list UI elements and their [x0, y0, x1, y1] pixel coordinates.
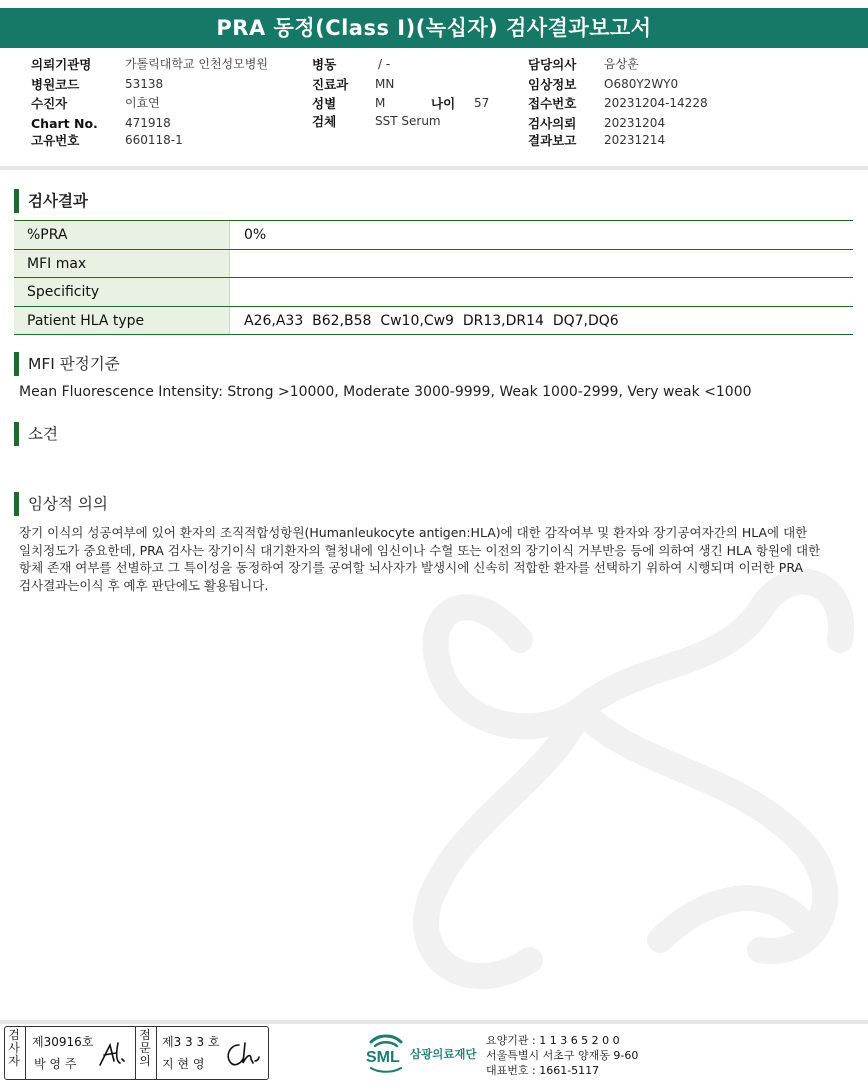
result-report-date-label: 결과보고	[528, 133, 577, 148]
specificity-value	[230, 278, 853, 306]
organization-code: 요양기관 : 1 1 3 6 5 2 0 0	[486, 1034, 620, 1047]
section-title-clinical-significance: 임상적 의의	[14, 492, 108, 516]
requesting-institution-value: 가톨릭대학교 인천성모병원	[125, 57, 268, 71]
organization-name: 삼광의료재단	[410, 1047, 477, 1061]
results-table	[14, 220, 853, 335]
reviewer-vertical-label	[136, 1027, 154, 1079]
table-row	[14, 307, 853, 336]
section-title-opinion: 소견	[14, 422, 58, 446]
clinical-info-label: 임상정보	[528, 77, 577, 92]
organization-address: 서울특별시 서초구 양재동 9-60	[486, 1049, 639, 1062]
table-row	[14, 278, 853, 307]
pra-percent-label: %PRA	[14, 221, 230, 249]
patient-hla-type-value: A26,A33 B62,B58 Cw10,Cw9 DR13,DR14 DQ7,DQ6	[244, 312, 619, 329]
sex-value: M	[375, 96, 386, 110]
divider	[25, 1027, 26, 1079]
examiner-signature-icon	[98, 1039, 134, 1069]
examiner-label: 검사자	[8, 1028, 20, 1068]
unique-id-label: 고유번호	[31, 133, 80, 148]
clinical-significance-text: 장기 이식의 성공여부에 있어 환자의 조직적합성항원(Humanleukocyte antigen:HLA)에 대한 감작여부 및 환자와 장기공여자간의 HLA에 대한 일치정도가 중요한데, PRA 검사는 장기이식 대기환자의 혈청내에 임신이나 수혈 또는 이전의 장기이식 거부반응 등에 의하여 생긴 HLA 항원에 대한 항체 존재 여부를 선별하고 그 특이성을 동정하여 장기를 공여할 뇌사자가 발생시에 신속히 적합한 환자를 선택하기 위하여 시행되며 이러한 PRA 검사결과는이식 후 예후 판단에도 활용됩니다.	[19, 525, 821, 593]
patient-hla-type-label: Patient HLA type	[14, 307, 230, 335]
examiner-vertical-label	[5, 1027, 23, 1079]
department-label: 진료과	[312, 77, 349, 92]
specimen-value: SST Serum	[375, 114, 441, 128]
test-request-date-label: 검사의뢰	[528, 116, 577, 131]
age-value: 57	[474, 96, 490, 110]
watermark-cross-graphic	[400, 520, 868, 1020]
attending-doctor-value: 음상훈	[604, 57, 639, 71]
organization-phone: 대표번호 : 1661-5117	[486, 1064, 600, 1077]
clinical-info-value: O680Y2WY0	[604, 77, 679, 91]
footer-divider	[0, 1020, 868, 1024]
report-title: PRA 동정(Class I)(녹십자) 검사결과보고서	[0, 8, 868, 48]
reviewer-signature-icon	[223, 1039, 261, 1069]
patient-info-header	[0, 48, 868, 168]
age-label: 나이	[431, 96, 456, 111]
hospital-code-label: 병원코드	[31, 77, 80, 92]
mfi-max-value	[230, 250, 853, 278]
chart-no-label: Chart No.	[31, 116, 98, 131]
sml-logo-text: SML	[366, 1049, 400, 1066]
hospital-code-value: 53138	[125, 77, 164, 91]
specimen-label: 검체	[312, 114, 337, 129]
specificity-label: Specificity	[14, 278, 230, 306]
ward-label: 병동	[312, 57, 337, 72]
attending-doctor-label: 담당의사	[528, 57, 577, 72]
mfi-criteria-text: Mean Fluorescence Intensity: Strong >10000, Moderate 3000-9999, Weak 1000-2999, Very weak <1000	[19, 384, 752, 400]
reviewer-license-no: 제3 3 3 호	[162, 1035, 220, 1049]
header-divider	[0, 166, 868, 170]
pra-percent-value: 0%	[244, 227, 267, 243]
test-request-date-value: 20231204	[604, 116, 666, 130]
reviewer-label: 점문의	[139, 1028, 151, 1068]
department-value: MN	[375, 77, 395, 91]
reviewer-name: 지 현 영	[162, 1057, 205, 1071]
examiner-name: 박 영 주	[34, 1057, 77, 1071]
receipt-no-label: 접수번호	[528, 96, 577, 111]
sex-label: 성별	[312, 96, 337, 111]
table-row	[14, 221, 853, 250]
patient-name-value: 이효연	[125, 96, 160, 110]
mfi-max-label: MFI max	[14, 250, 230, 278]
section-title-mfi-criteria: MFI 판정기준	[14, 352, 120, 376]
table-row	[14, 250, 853, 279]
patient-name-label: 수진자	[31, 96, 68, 111]
section-title-results: 검사결과	[14, 189, 88, 213]
receipt-no-value: 20231204-14228	[604, 96, 708, 110]
ward-value: / -	[378, 57, 391, 71]
examiner-license-no: 제30916호	[32, 1035, 94, 1049]
requesting-institution-label: 의뢰기관명	[31, 57, 92, 72]
unique-id-value: 660118-1	[125, 133, 183, 147]
organization-info	[486, 1033, 638, 1078]
result-report-date-value: 20231214	[604, 133, 666, 147]
signature-box	[4, 1026, 269, 1080]
divider	[156, 1027, 157, 1079]
chart-no-value: 471918	[125, 116, 171, 130]
